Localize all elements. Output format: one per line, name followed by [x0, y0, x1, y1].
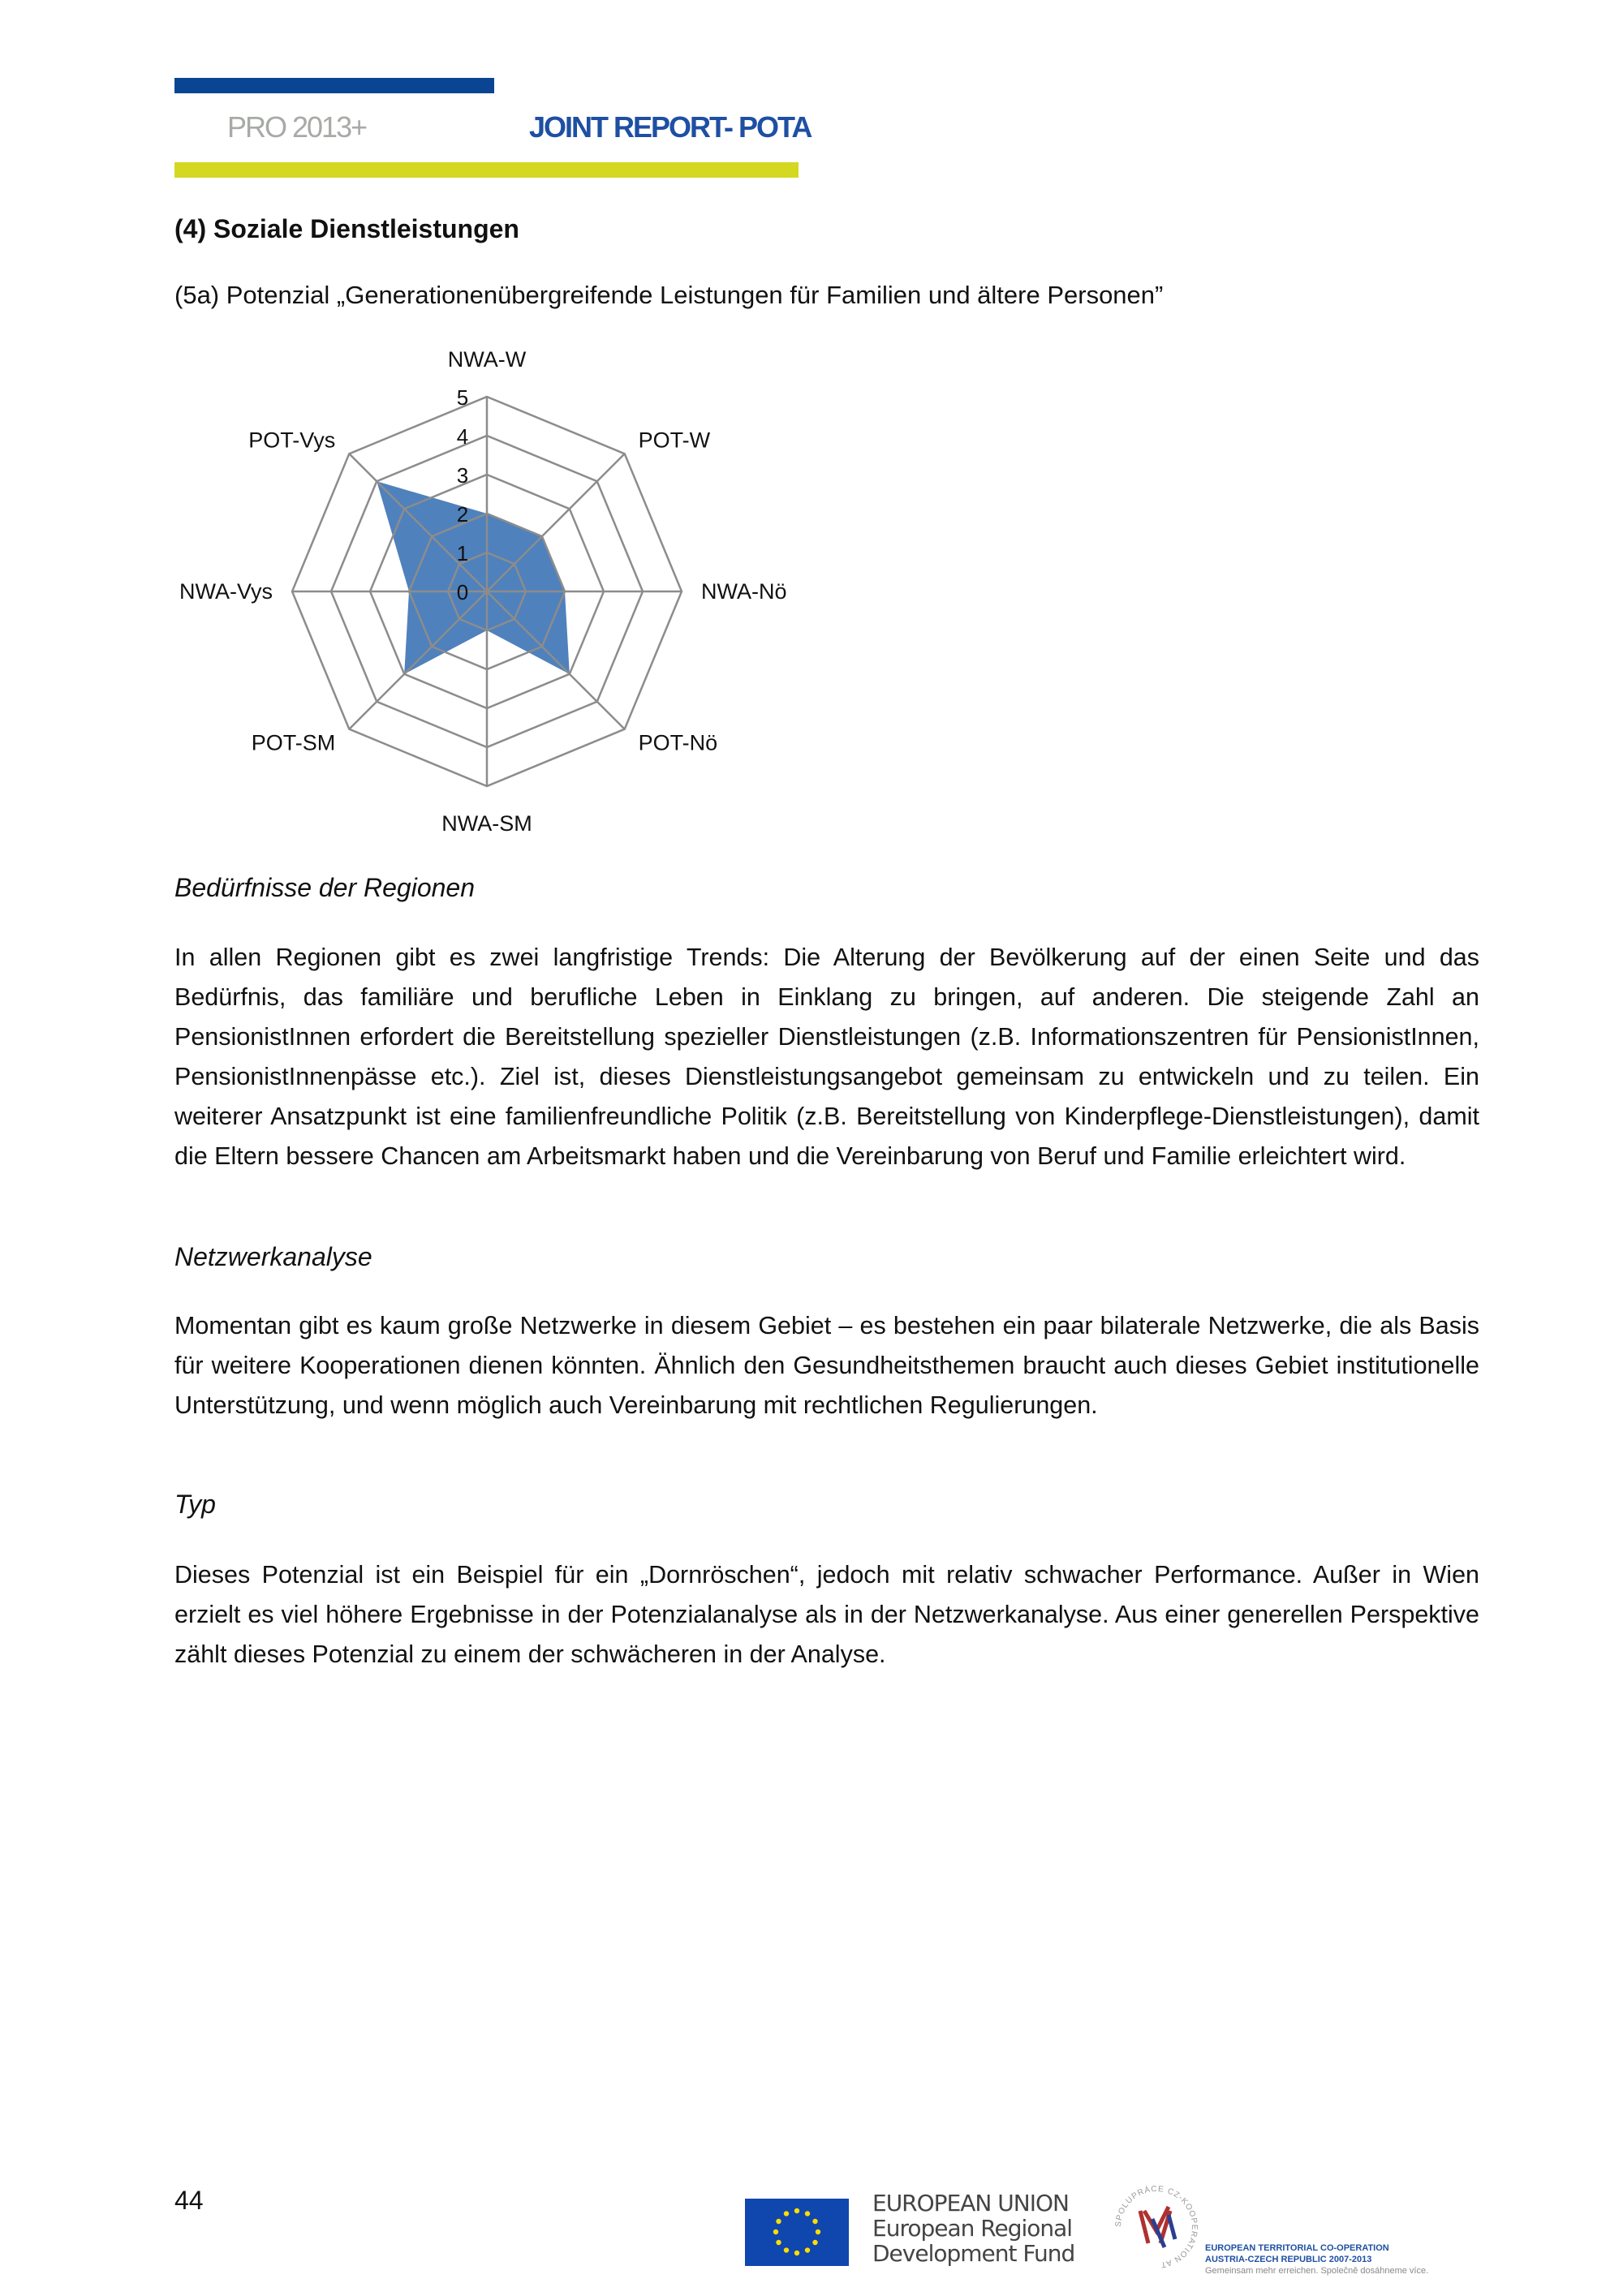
- eu-star: [776, 2219, 781, 2224]
- text-line: Dieses Potenzial ist ein Beispiel für ein „Dornröschen“, jedoch mit relativ schwacher Performance. Außer in Wien: [174, 1561, 1479, 1589]
- etc-slogan: Gemeinsam mehr erreichen. Společně dosáhneme více.: [1205, 2266, 1429, 2276]
- text-line: für weitere Kooperationen dienen könnten. Ähnlich den Gesundheitsthemen braucht auch dieses Gebiet institutionelle: [174, 1352, 1479, 1379]
- eu-star: [773, 2229, 778, 2234]
- cooperation-logo: [1112, 2182, 1201, 2272]
- text-line: die Eltern bessere Chancen am Arbeitsmarkt haben und die Vereinbarung von Beruf und Familie erleichtert wird.: [174, 1142, 1406, 1170]
- text-line: PensionistInnen erfordert die Bereitstellung spezieller Dienstleistungen (z.B. Informationszentren für PensionistInnen,: [174, 1023, 1479, 1051]
- eu-star: [812, 2240, 817, 2245]
- eu-star: [805, 2247, 810, 2252]
- eu-star: [776, 2240, 781, 2245]
- radar-tick-label: 1: [456, 541, 469, 565]
- text-line: zählt dieses Potenzial zu einem der schwächeren in der Analyse.: [174, 1640, 886, 1668]
- heading-netzwerkanalyse: Netzwerkanalyse: [174, 1242, 372, 1271]
- eu-star: [784, 2247, 789, 2252]
- radar-axis-label: NWA-SM: [441, 811, 532, 836]
- header-yellow-bar: [174, 162, 799, 178]
- eu-flag-logo: [745, 2199, 849, 2266]
- radar-axis-label: POT-W: [638, 428, 711, 453]
- radar-tick-label: 0: [456, 580, 469, 604]
- eu-star: [805, 2211, 810, 2216]
- section-title: (4) Soziale Dienstleistungen: [174, 214, 519, 243]
- radar-tick-label: 3: [456, 463, 469, 488]
- eu-line: Development Fund: [872, 2240, 1075, 2267]
- header-report-title: JOINT REPORT- POTA: [529, 110, 812, 144]
- paragraph-netzwerkanalyse: [174, 1306, 1479, 1425]
- header-project-name: PRO 2013+: [227, 110, 367, 144]
- text-line: In allen Regionen gibt es zwei langfristige Trends: Die Alterung der Bevölkerung auf der einen Seite und das: [174, 944, 1479, 971]
- etc-line: EUROPEAN TERRITORIAL CO-OPERATION: [1205, 2243, 1389, 2253]
- heading-beduerfnisse: Bedürfnisse der Regionen: [174, 873, 476, 902]
- radar-axis-label: POT-Nö: [638, 730, 718, 755]
- eu-line: European Regional: [872, 2215, 1073, 2242]
- radar-axis-label: POT-Vys: [248, 428, 336, 453]
- eu-star: [784, 2211, 789, 2216]
- radar-tick-label: 4: [456, 424, 469, 449]
- radar-axis-label: NWA-Vys: [179, 579, 273, 604]
- radar-tick-label: 2: [456, 502, 469, 527]
- paragraph-typ: [174, 1555, 1479, 1675]
- radar-axis-label: NWA-Nö: [701, 579, 787, 604]
- text-line: Bedürfnis, das familiäre und berufliche Leben in Einklang zu bringen, auf anderen. Die steigende Zahl an: [174, 983, 1479, 1011]
- text-line: PensionistInnenpässe etc.). Ziel ist, dieses Dienstleistungsangebot gemeinsam zu entwickeln und zu teilen. Ein: [174, 1063, 1479, 1090]
- text-line: Unterstützung, und wenn möglich auch Vereinbarung mit rechtlichen Regulierungen.: [174, 1391, 1098, 1419]
- etc-line: AUSTRIA-CZECH REPUBLIC 2007-2013: [1205, 2255, 1372, 2264]
- radar-axis-label: POT-SM: [251, 730, 336, 755]
- eu-star: [816, 2229, 820, 2234]
- eu-star: [812, 2219, 817, 2224]
- eu-stars-icon: [745, 2199, 849, 2266]
- page-number: 44: [174, 2186, 204, 2215]
- text-line: weiterer Ansatzpunkt ist eine familienfreundliche Politik (z.B. Bereitstellung von Kinderpflege-Dienstleistungen), damit: [174, 1103, 1479, 1130]
- text-line: erzielt es viel höhere Ergebnisse in der Potenzialanalyse als in der Netzwerkanalyse. Aus einer generellen Perspektive: [174, 1601, 1479, 1628]
- radar-tick-label: 5: [456, 385, 469, 410]
- eu-line: EUROPEAN UNION: [872, 2190, 1069, 2216]
- header-blue-bar: [174, 78, 494, 93]
- radar-chart: [162, 341, 812, 844]
- coop-logo-text: SPOLUPRÁCE CZ-KOOPERATION AT: [1113, 2184, 1199, 2269]
- heading-typ: Typ: [174, 1490, 216, 1519]
- text-line: Momentan gibt es kaum große Netzwerke in diesem Gebiet – es bestehen ein paar bilaterale Netzwerke, die als Basis: [174, 1312, 1479, 1339]
- eu-star: [794, 2251, 799, 2255]
- etc-text: [1205, 2242, 1428, 2277]
- paragraph-beduerfnisse: [174, 938, 1479, 1176]
- radar-axis-label: NWA-W: [447, 347, 527, 372]
- chart-subtitle: (5a) Potenzial „Generationenübergreifende Leistungen für Familien und ältere Personen”: [174, 281, 1164, 309]
- eu-star: [794, 2208, 799, 2213]
- eu-fund-text: [872, 2191, 1074, 2266]
